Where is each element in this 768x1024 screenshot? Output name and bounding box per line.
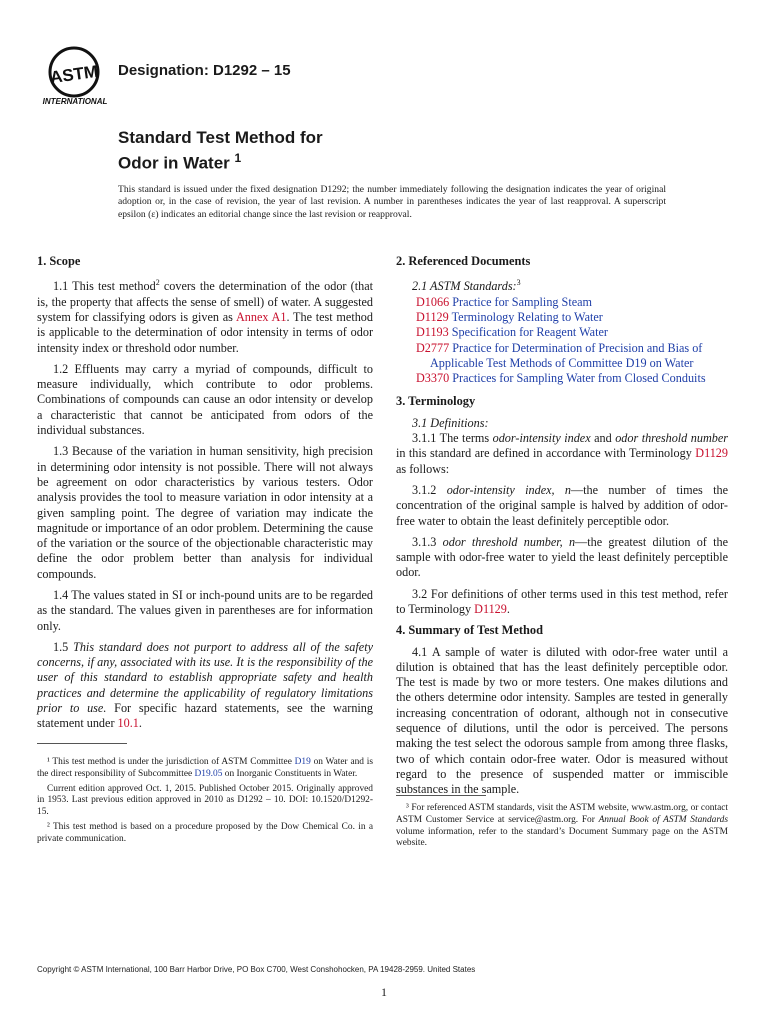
footnote-divider-right xyxy=(396,795,486,796)
terminology-link-2[interactable]: D1129 xyxy=(474,602,507,616)
section-heading-terminology: 3. Terminology xyxy=(396,394,476,409)
para-1-2: 1.2 Effluents may carry a myriad of compounds, difficult to measure individually, which contribute to odor problems. Combinations of compounds can cause an odor intensity or develop a characteristic that cannot be anticipated from odors of the individual substances. xyxy=(37,361,373,438)
committee-link[interactable]: D19 xyxy=(294,757,311,767)
annex-link[interactable]: Annex A1 xyxy=(235,309,287,324)
footnote-1: ¹ This test method is under the jurisdiction of ASTM Committee D19 on Water and is the direct responsibility of Subcommittee D19.05 on Inorganic Constituents in Water. xyxy=(37,757,373,779)
para-4-1: 4.1 A sample of water is diluted with odor-free water until a dilution is obtained that has the least definitely perceptible odor. The test is made by two or more testers. One makes dilutions and the others determine odor intensity. Samples are tested in generally increasing concentration of odorant, although not in consecutive sequence of dilutions, until the odor is perceived. The persons making the test select the odorous sample from among three flasks, two of which contain odor-free water. Odor is measured without regard to the presence of suspended matter or immiscible substances in the sample. xyxy=(396,644,728,797)
footnotes-left xyxy=(37,757,373,849)
copyright-footer: Copyright © ASTM International, 100 Barr Harbor Drive, PO Box C700, West Conshohocken, PA 19428-2959. United States xyxy=(37,965,476,974)
left-column xyxy=(37,254,373,738)
title-line-2 xyxy=(118,148,323,174)
title-text: Odor in Water xyxy=(118,153,230,173)
footnote-1-edition: Current edition approved Oct. 1, 2015. Published October 2015. Originally approved in 1953. Last previous edition approved in 2010 as D1292 – 10. DOI: 10.1520/D1292-15. xyxy=(37,783,373,818)
list-item[interactable]: D1129 Terminology Relating to Water xyxy=(416,309,603,324)
page-number: 1 xyxy=(381,985,387,999)
subcommittee-link[interactable]: D19.05 xyxy=(194,768,223,779)
section-heading-scope: 1. Scope xyxy=(37,254,81,268)
designation: Designation: D1292 – 15 xyxy=(118,62,291,79)
list-item[interactable]: D1066 Practice for Sampling Steam xyxy=(416,294,593,309)
para-3-1-2: 3.1.2 odor-intensity index, n—the number of times the concentration of the original sample is halved by addition of odor-free water to obtain the least definitely perceptible odor. xyxy=(396,482,728,528)
para-1-5: 1.5 This standard does not purport to address all of the safety concerns, if any, associated with its use. It is the responsibility of the user of this standard to establish appropriate safety and health practices and determine the applicability of regulatory limitations prior to use. For specific hazard statements, see the warning statement under 10.1. xyxy=(37,639,373,731)
para-1-3: 1.3 Because of the variation in human sensitivity, high precision in determining odor intensity is not possible. There will not always be agreement on odor characteristics by various testers. Odor analysis provides the tool to measure variation in odor intensity at a given sampling point. The degree of variation may indicate the magnitude or importance of an odor problem. Determining the cause of the variation or the source of the objectionable characteristic may define the odor problem better than analysis for individual compounds. xyxy=(37,444,373,581)
list-item[interactable]: D2777 Practice for Determination of Precision and Bias of Applicable Test Methods of Committee D19 on Water xyxy=(416,340,703,370)
para-3-1: 3.1 Definitions: xyxy=(412,415,489,430)
title-footnote-mark: 1 xyxy=(234,151,242,165)
terminology-link[interactable]: D1129 xyxy=(695,446,728,461)
title-line-1: Standard Test Method for xyxy=(118,128,323,147)
document-title xyxy=(118,127,323,174)
para-3-1-1: 3.1.1 The terms odor-intensity index and odor threshold number in this standard are defined in accordance with Terminology D1129 as follows: xyxy=(396,431,728,476)
preamble: This standard is issued under the fixed designation D1292; the number immediately following the designation indicates the year of original adoption or, in the case of revision, the year of last revision. A number in parentheses indicates the year of last reapproval. A superscript epsilon (ε) indicates an editorial change since the last revision or reapproval. xyxy=(118,184,666,220)
astm-standards-label: 2.1 ASTM Standards:$^3$ xyxy=(412,278,521,294)
svg-text:ASTM: ASTM xyxy=(48,61,100,88)
footnote-3: ³ For referenced ASTM standards, visit the ASTM website, www.astm.org, or contact ASTM Customer Service at service@astm.org. For Annual Book of ASTM Standards volume information, refer to the standard’s Document Summary page on the ASTM website. xyxy=(396,803,728,849)
para-3-2: 3.2 For definitions of other terms used in this test method, refer to Terminology D1129. xyxy=(396,586,728,616)
svg-text:INTERNATIONAL: INTERNATIONAL xyxy=(42,97,108,106)
para-1-4: 1.4 The values stated in SI or inch-pound units are to be regarded as the standard. The values given in parentheses are for information only. xyxy=(37,588,373,633)
para-1-1: 1.1 This test method$^2$ covers the determination of the odor (that is, the property that affects the sense of smell) of water. A suggested system for classifying odors is given as Annex A1. The test method is applicable to the determination of odor intensity in terms of odor intensity index or threshold odor number. xyxy=(37,278,373,355)
footnote-2: ² This test method is based on a procedure proposed by the Dow Chemical Co. in a private communication. xyxy=(37,821,373,844)
list-item[interactable]: D1193 Specification for Reagent Water xyxy=(416,325,608,340)
astm-logo-icon xyxy=(42,44,112,108)
list-item[interactable]: D3370 Practices for Sampling Water from Closed Conduits xyxy=(416,371,706,386)
right-column xyxy=(396,254,728,804)
para-3-1-3: 3.1.3 odor threshold number, n—the greatest dilution of the sample with odor-free water to yield the least definitely perceptible odor. xyxy=(396,534,729,580)
reference-list xyxy=(396,295,728,387)
footnote-divider xyxy=(37,743,127,744)
section-heading-referenced-documents: 2. Referenced Documents xyxy=(396,254,531,268)
footnotes-right xyxy=(396,803,728,853)
warning-link[interactable]: 10.1 xyxy=(117,716,139,731)
section-heading-summary: 4. Summary of Test Method xyxy=(396,623,543,638)
